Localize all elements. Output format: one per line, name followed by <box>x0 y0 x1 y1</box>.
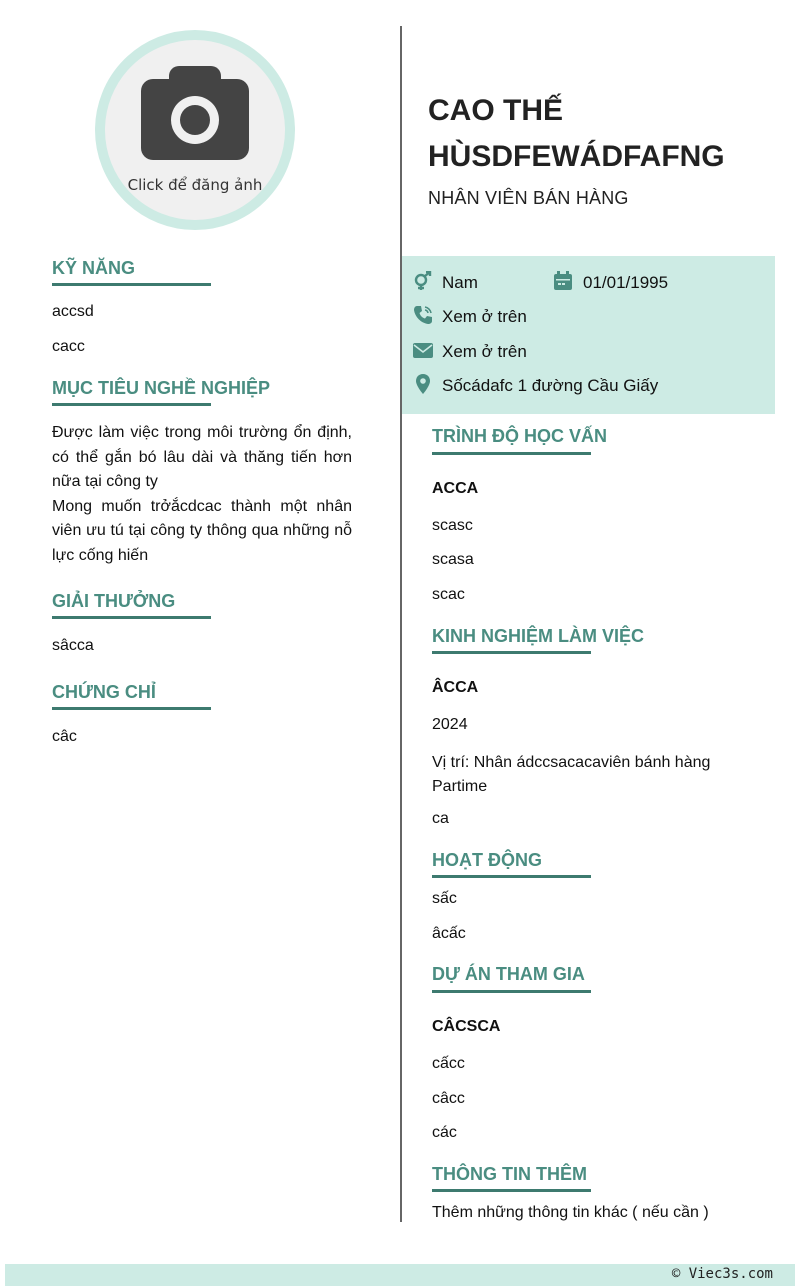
awards-title: GIẢI THƯỞNG <box>52 591 176 611</box>
email-icon <box>413 341 433 361</box>
contact-info-box <box>402 256 775 414</box>
experience-detail: ca <box>432 810 449 827</box>
objective-paragraph: Mong muốn trởắcdcac thành một nhân viên ưu tú tại công ty thông qua những nỗ lực cống hiến <box>52 497 352 564</box>
awards-underline <box>52 616 211 619</box>
more-info-title: THÔNG TIN THÊM <box>432 1164 587 1184</box>
projects-underline <box>432 990 591 993</box>
skills-title: KỸ NĂNG <box>52 258 136 278</box>
education-underline <box>432 452 591 455</box>
avatar-upload[interactable] <box>95 30 295 230</box>
experience-company: ÂCCA <box>432 679 479 696</box>
education-line: scac <box>432 586 465 603</box>
activity-item: sấc <box>432 890 457 907</box>
experience-title: KINH NGHIỆM LÀM VIỆC <box>432 626 645 646</box>
gender-value: Nam <box>442 273 478 292</box>
calendar-icon <box>553 271 573 291</box>
certificates-underline <box>52 707 211 710</box>
certificates-title: CHỨNG CHỈ <box>52 682 156 702</box>
activities-title: HOẠT ĐỘNG <box>432 850 542 870</box>
education-title: TRÌNH ĐỘ HỌC VẤN <box>432 426 607 446</box>
projects-title: DỰ ÁN THAM GIA <box>432 964 585 984</box>
phone-icon <box>413 305 433 325</box>
skills-underline <box>52 283 211 286</box>
project-name: CÂCSCA <box>432 1018 501 1035</box>
award-item: sâcca <box>52 637 94 654</box>
more-info-underline <box>432 1189 591 1192</box>
birthday-value: 01/01/1995 <box>583 273 669 292</box>
column-divider <box>400 26 402 1222</box>
activity-item: âcấc <box>432 925 466 942</box>
location-icon <box>413 374 433 394</box>
candidate-name: CAO THẾ HÙSDFEWÁDFAFNG <box>428 94 725 173</box>
gender-icon <box>413 271 433 291</box>
project-item: câcc <box>432 1090 465 1107</box>
activities-underline <box>432 875 591 878</box>
skill-item: cacc <box>52 338 85 355</box>
experience-year: 2024 <box>432 716 468 733</box>
footer-copyright: © Viec3s.com <box>671 1266 773 1282</box>
project-item: các <box>432 1124 457 1141</box>
avatar-click-label: Click để đăng ảnh <box>127 176 263 194</box>
objective-text <box>52 421 352 568</box>
education-school: ACCA <box>432 480 479 497</box>
objective-underline <box>52 403 211 406</box>
address-value: Sốcádafc 1 đường Cầu Giấy <box>442 376 659 395</box>
phone-value: Xem ở trên <box>442 307 527 326</box>
experience-position: Vị trí: Nhân ádccsacacaviên bánh hàng Partime <box>432 754 711 795</box>
footer-bar <box>5 1264 795 1286</box>
experience-underline <box>432 651 591 654</box>
camera-icon <box>141 66 249 160</box>
more-info-text: Thêm những thông tin khác ( nếu cần ) <box>432 1204 709 1221</box>
education-line: scasa <box>432 551 474 568</box>
email-value: Xem ở trên <box>442 342 527 361</box>
objective-paragraph: Được làm việc trong môi trường ổn định, có thể gắn bó lâu dài và thăng tiến hơn nữa tại công ty <box>52 424 352 490</box>
skill-item: accsd <box>52 303 94 320</box>
project-item: cấcc <box>432 1055 465 1072</box>
job-title: NHÂN VIÊN BÁN HÀNG <box>428 188 629 208</box>
certificate-item: câc <box>52 728 77 745</box>
education-line: scasc <box>432 517 473 534</box>
objective-title: MỤC TIÊU NGHỀ NGHIỆP <box>52 378 271 398</box>
